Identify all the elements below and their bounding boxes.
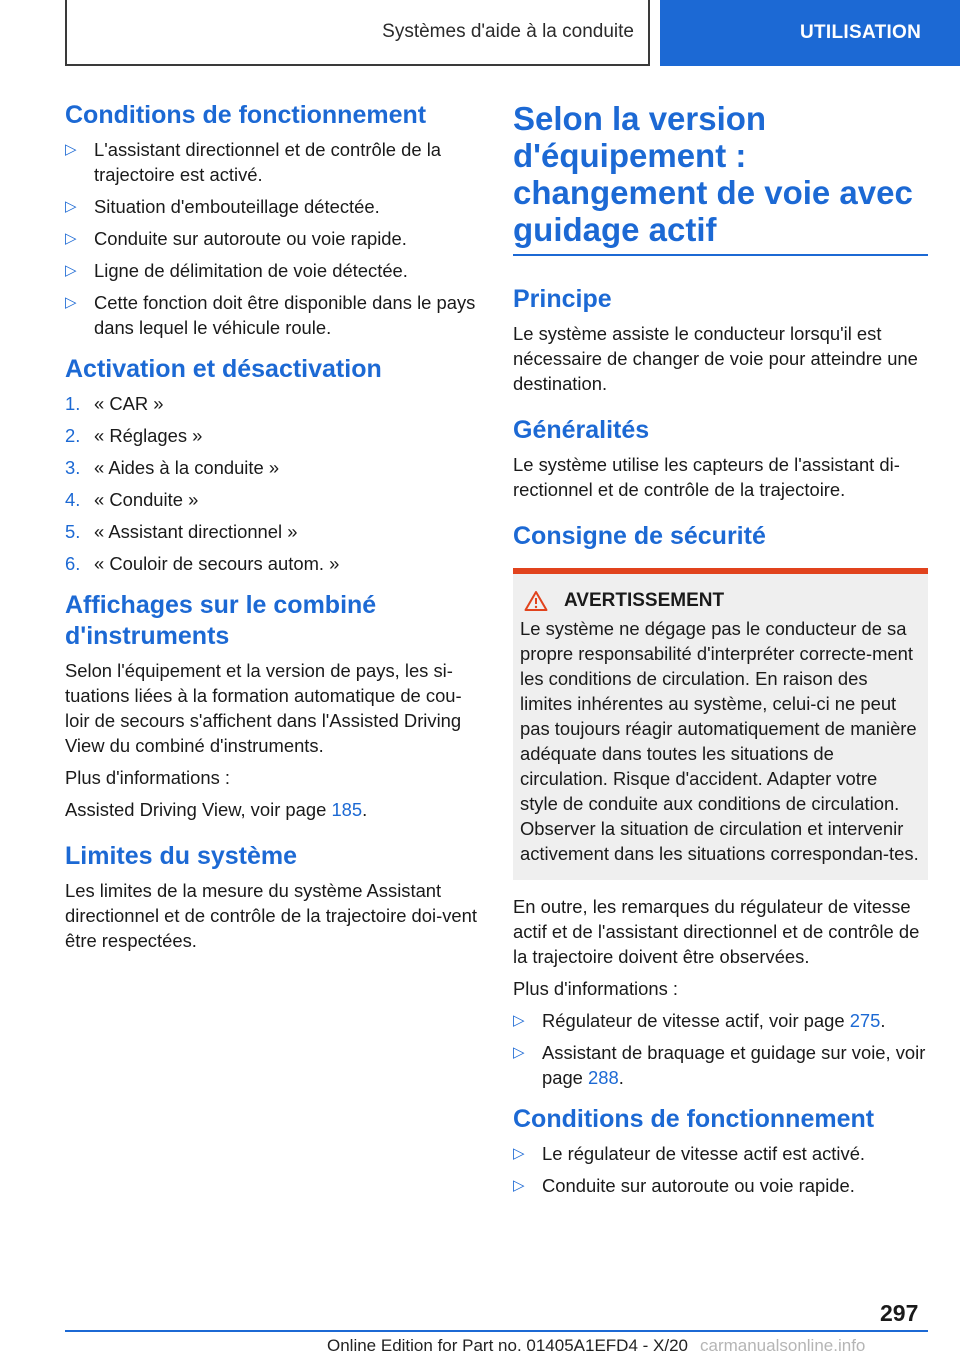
page-link[interactable]: 288: [588, 1067, 619, 1088]
section-title-conditions: Conditions de fonctionnement: [513, 1105, 875, 1133]
more-info-label: Plus d'informations :: [65, 767, 231, 788]
page-link[interactable]: 185: [331, 799, 363, 820]
triangle-bullet-icon: ▷: [513, 1012, 525, 1029]
triangle-bullet-icon: ▷: [65, 262, 77, 279]
list-item: ▷ Conduite sur autoroute ou voie rapide.: [65, 228, 407, 249]
triangle-bullet-icon: ▷: [65, 294, 77, 311]
step-item: 3. « Aides à la conduite »: [65, 457, 280, 478]
list-item: ▷ Situation d'embouteillage détectée.: [65, 196, 380, 217]
warning-title: AVERTISSEMENT: [564, 590, 725, 611]
section-title-activation: Activation et désactivation: [65, 355, 382, 383]
displays-text: Selon l'équipement et la version de pays, les si-tuations liées à la formation automatique de cou-loir de secours s'affichent dans l'Assisted Driving View du combiné d'instruments.: [65, 660, 462, 756]
additional-notes-text: En outre, les remarques du régulateur de vitesse actif et de l'assistant directionnel et de contrôle de la trajectoire doivent être observées.: [513, 896, 920, 967]
triangle-bullet-icon: ▷: [65, 230, 77, 247]
triangle-bullet-icon: ▷: [513, 1177, 525, 1194]
list-item: ▷ L'assistant directionnel et de contrôle de la trajectoire est activé.: [65, 139, 442, 185]
activation-steps: [65, 391, 477, 576]
chapter-title: Selon la version d'équipement : changement de voie avec guidage actif: [513, 100, 913, 248]
more-info-label: Plus d'informations :: [513, 978, 679, 999]
section-title-general: Généralités: [513, 416, 650, 444]
section-title-principle: Principe: [513, 285, 612, 313]
right-column: [513, 100, 928, 1212]
warning-box: [513, 568, 928, 880]
footer-edition: Online Edition for Part no. 01405A1EFD4 - X/20: [327, 1336, 688, 1355]
conditions-list: [513, 1141, 928, 1198]
header-chapter-tab[interactable]: UTILISATION: [660, 0, 960, 66]
step-item: 2. « Réglages »: [65, 425, 203, 446]
list-item: ▷ Assistant de braquage et guidage sur voie, voir page 288.: [513, 1042, 926, 1088]
section-title-displays: Affichages sur le combiné d'instruments: [65, 591, 377, 650]
list-item: ▷ Régulateur de vitesse actif, voir page 275.: [513, 1010, 886, 1031]
triangle-bullet-icon: ▷: [65, 141, 77, 158]
left-column: [65, 100, 477, 960]
page-number: 297: [880, 1300, 919, 1326]
list-item: ▷ Ligne de délimitation de voie détectée.: [65, 260, 408, 281]
list-item: ▷ Cette fonction doit être disponible dans le pays dans lequel le véhicule roule.: [65, 292, 476, 338]
reference-list: [513, 1008, 928, 1090]
footer-divider: [65, 1330, 928, 1332]
section-title-safety: Consigne de sécurité: [513, 522, 766, 550]
cross-reference: Assisted Driving View, voir page 185.: [65, 799, 368, 820]
triangle-bullet-icon: ▷: [513, 1145, 525, 1162]
general-text: Le système utilise les capteurs de l'assistant di-rectionnel et de contrôle de la trajectoire.: [513, 454, 900, 500]
limits-text: Les limites de la mesure du système Assistant directionnel et de contrôle de la trajectoire doi-vent être respectées.: [65, 880, 477, 951]
watermark: carmanualsonline.info: [700, 1336, 866, 1355]
step-item: 6. « Couloir de secours autom. »: [65, 553, 340, 574]
step-item: 4. « Conduite »: [65, 489, 199, 510]
warning-text: Le système ne dégage pas le conducteur de sa propre responsabilité d'interpréter correcte-ment les conditions de circulation. En raison des limites inhérentes au système, celui-ci ne peut pas toujours réagir automatiquement de manière adéquate dans toutes les situations de circulation. Risque d'accident. Adapter votre style de conduite aux conditions de circulation. Observer la situation de circulation et intervenir activement dans les situations correspondan-tes.: [520, 618, 919, 864]
list-item: ▷ Conduite sur autoroute ou voie rapide.: [513, 1175, 855, 1196]
list-item: ▷ Le régulateur de vitesse actif est activé.: [513, 1143, 866, 1164]
step-item: 1. « CAR »: [65, 393, 164, 414]
triangle-bullet-icon: ▷: [513, 1044, 525, 1061]
section-title-limits: Limites du système: [65, 842, 298, 870]
triangle-bullet-icon: ▷: [65, 198, 77, 215]
conditions-list: [65, 137, 477, 340]
header-section-title: Systèmes d'aide à la conduite: [65, 0, 650, 66]
principle-text: Le système assiste le conducteur lorsqu'il est nécessaire de changer de voie pour atteindre une destination.: [513, 323, 918, 394]
warning-triangle-icon: [524, 590, 548, 612]
page-link[interactable]: 275: [849, 1010, 881, 1031]
step-item: 5. « Assistant directionnel »: [65, 521, 298, 542]
section-title-conditions: Conditions de fonctionnement: [65, 101, 427, 129]
